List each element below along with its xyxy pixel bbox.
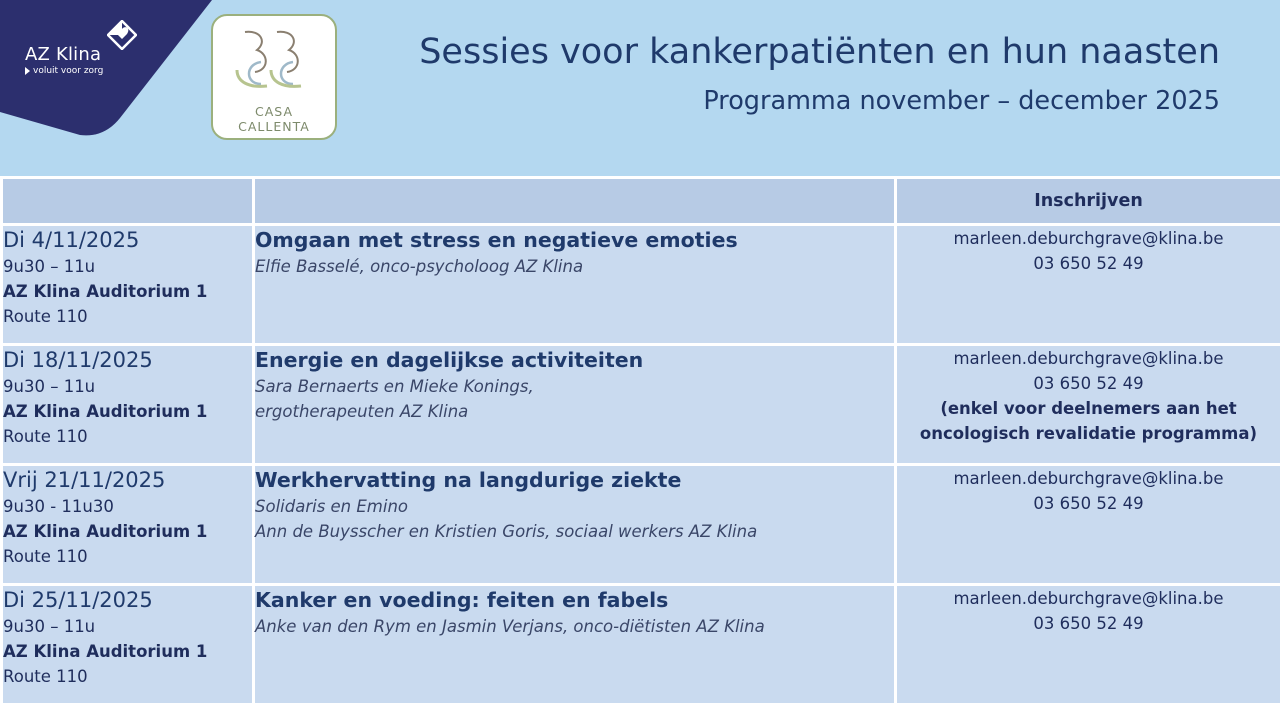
partner-name-line1: CASA — [255, 104, 293, 119]
session-route: Route 110 — [3, 307, 88, 326]
topic-cell — [254, 225, 896, 345]
signup-cell — [896, 465, 1280, 585]
signup-email[interactable]: marleen.deburchgrave@klina.be — [953, 229, 1224, 248]
topic-cell — [254, 345, 896, 465]
topic-cell — [254, 585, 896, 705]
session-date: Vrij 21/11/2025 — [3, 468, 166, 492]
session-speaker: Sara Bernaerts en Mieke Konings, — [255, 377, 534, 396]
signup-phone[interactable]: 03 650 52 49 — [1033, 254, 1144, 273]
session-time: 9u30 – 11u — [3, 257, 96, 276]
session-time: 9u30 - 11u30 — [3, 497, 114, 516]
page-subtitle: Programma november – december 2025 — [703, 86, 1220, 116]
signup-phone[interactable]: 03 650 52 49 — [1033, 614, 1144, 633]
brand-corner — [0, 0, 212, 140]
brand-name: AZ Klina — [25, 44, 102, 65]
session-route: Route 110 — [3, 667, 88, 686]
casa-callenta-emblem-icon — [227, 24, 321, 104]
table-row — [2, 585, 1280, 705]
session-room: AZ Klina Auditorium 1 — [3, 642, 208, 661]
signup-cell — [896, 225, 1280, 345]
brand-tagline: voluit voor zorg — [33, 66, 104, 76]
column-header-topic — [254, 178, 896, 225]
session-topic: Energie en dagelijkse activiteiten — [255, 348, 644, 372]
session-date: Di 25/11/2025 — [3, 588, 153, 612]
az-klina-logo-icon — [107, 20, 137, 50]
session-cell — [2, 465, 254, 585]
session-speaker: Anke van den Rym en Jasmin Verjans, onco-diëtisten AZ Klina — [255, 617, 765, 636]
session-speaker: Elfie Basselé, onco-psycholoog AZ Klina — [255, 257, 584, 276]
signup-email[interactable]: marleen.deburchgrave@klina.be — [953, 589, 1224, 608]
session-room: AZ Klina Auditorium 1 — [3, 402, 208, 421]
table-row — [2, 345, 1280, 465]
topic-cell — [254, 465, 896, 585]
session-room: AZ Klina Auditorium 1 — [3, 522, 208, 541]
session-cell — [2, 345, 254, 465]
session-route: Route 110 — [3, 547, 88, 566]
table-row — [2, 225, 1280, 345]
column-header-signup: Inschrijven — [896, 178, 1280, 225]
session-speaker-extra: ergotherapeuten AZ Klina — [255, 402, 469, 421]
session-time: 9u30 – 11u — [3, 377, 96, 396]
casa-callenta-logo — [211, 14, 337, 140]
signup-cell — [896, 345, 1280, 465]
program-table — [0, 176, 1280, 706]
signup-phone[interactable]: 03 650 52 49 — [1033, 494, 1144, 513]
page-title: Sessies voor kankerpatiënten en hun naasten — [419, 32, 1220, 72]
session-room: AZ Klina Auditorium 1 — [3, 282, 208, 301]
session-cell — [2, 225, 254, 345]
session-time: 9u30 – 11u — [3, 617, 96, 636]
signup-email[interactable]: marleen.deburchgrave@klina.be — [953, 349, 1224, 368]
session-date: Di 18/11/2025 — [3, 348, 153, 372]
table-row — [2, 465, 1280, 585]
signup-phone[interactable]: 03 650 52 49 — [1033, 374, 1144, 393]
session-route: Route 110 — [3, 427, 88, 446]
signup-cell — [896, 585, 1280, 705]
session-date: Di 4/11/2025 — [3, 228, 140, 252]
signup-email[interactable]: marleen.deburchgrave@klina.be — [953, 469, 1224, 488]
column-header-session — [2, 178, 254, 225]
signup-note: (enkel voor deelnemers aan het — [940, 399, 1237, 418]
header-banner — [0, 0, 1280, 176]
table-header-row — [2, 178, 1280, 225]
partner-name-line2: CALLENTA — [238, 119, 310, 134]
session-topic: Kanker en voeding: feiten en fabels — [255, 588, 669, 612]
session-cell — [2, 585, 254, 705]
play-arrow-icon — [25, 67, 30, 75]
session-topic: Omgaan met stress en negatieve emoties — [255, 228, 738, 252]
session-topic: Werkhervatting na langdurige ziekte — [255, 468, 682, 492]
signup-note-extra: oncologisch revalidatie programma) — [919, 424, 1258, 443]
session-speaker-extra: Ann de Buysscher en Kristien Goris, sociaal werkers AZ Klina — [255, 522, 758, 541]
session-speaker: Solidaris en Emino — [255, 497, 409, 516]
